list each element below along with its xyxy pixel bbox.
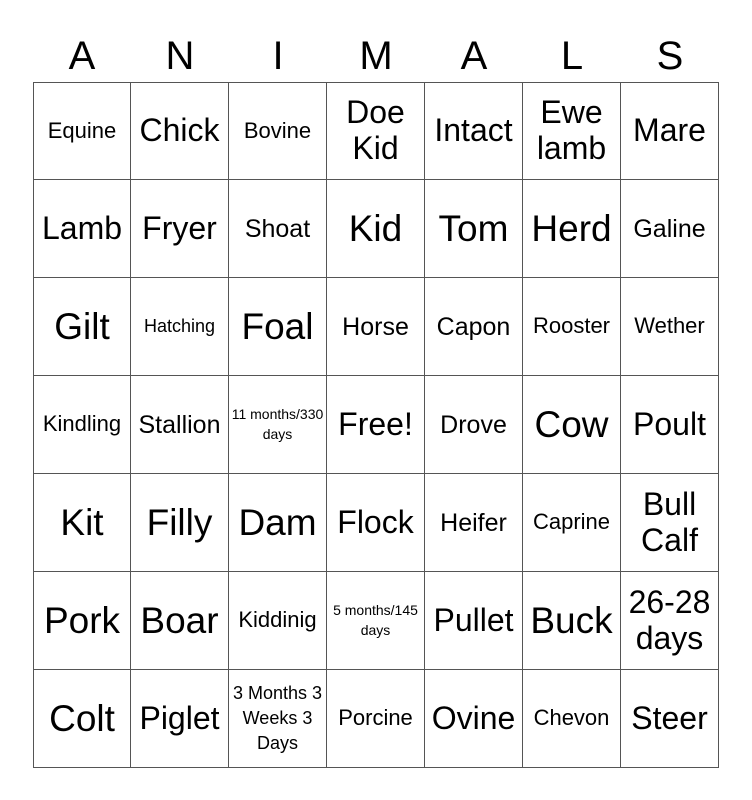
bingo-cell-capon[interactable]: Capon [425,278,523,376]
bingo-cell-colt[interactable]: Colt [33,670,131,768]
bingo-cell-piglet[interactable]: Piglet [131,670,229,768]
header-letter-m: M [359,34,393,78]
bingo-cell-hatching[interactable]: Hatching [131,278,229,376]
bingo-cell-pork[interactable]: Pork [33,572,131,670]
bingo-cell-wether[interactable]: Wether [621,278,719,376]
bingo-cell-equine[interactable]: Equine [33,82,131,180]
bingo-cell-kiddinig[interactable]: Kiddinig [229,572,327,670]
bingo-cell-kindling[interactable]: Kindling [33,376,131,474]
bingo-cell-intact[interactable]: Intact [425,82,523,180]
bingo-cell-bull-calf[interactable]: Bull Calf [621,474,719,572]
bingo-cell-cow[interactable]: Cow [523,376,621,474]
bingo-cell-kid[interactable]: Kid [327,180,425,278]
bingo-cell-ovine[interactable]: Ovine [425,670,523,768]
bingo-cell-filly[interactable]: Filly [131,474,229,572]
header-letter-a: A [68,34,96,78]
bingo-cell-gilt[interactable]: Gilt [33,278,131,376]
bingo-cell-dam[interactable]: Dam [229,474,327,572]
bingo-cell-chick[interactable]: Chick [131,82,229,180]
bingo-cell-steer[interactable]: Steer [621,670,719,768]
bingo-cell-boar[interactable]: Boar [131,572,229,670]
bingo-cell-horse[interactable]: Horse [327,278,425,376]
bingo-cell-caprine[interactable]: Caprine [523,474,621,572]
bingo-cell-drove[interactable]: Drove [425,376,523,474]
bingo-cell-kit[interactable]: Kit [33,474,131,572]
bingo-cell-ewe-lamb[interactable]: Ewe lamb [523,82,621,180]
bingo-cell-porcine[interactable]: Porcine [327,670,425,768]
bingo-board [33,82,719,768]
header-letter-a2: A [460,34,488,78]
bingo-cell-buck[interactable]: Buck [523,572,621,670]
bingo-cell-galine[interactable]: Galine [621,180,719,278]
header-letter-i: I [272,34,284,78]
header-letter-s: S [656,34,684,78]
header-letter-n: N [165,34,195,78]
bingo-cell-foal[interactable]: Foal [229,278,327,376]
bingo-cell-3-months[interactable]: 3 Months 3 Weeks 3 Days [229,670,327,768]
bingo-cell-stallion[interactable]: Stallion [131,376,229,474]
bingo-cell-flock[interactable]: Flock [327,474,425,572]
bingo-cell-bovine[interactable]: Bovine [229,82,327,180]
header-letter-l: L [560,34,584,78]
bingo-cell-tom[interactable]: Tom [425,180,523,278]
bingo-cell-fryer[interactable]: Fryer [131,180,229,278]
bingo-cell-chevon[interactable]: Chevon [523,670,621,768]
bingo-cell-poult[interactable]: Poult [621,376,719,474]
bingo-cell-rooster[interactable]: Rooster [523,278,621,376]
bingo-cell-lamb[interactable]: Lamb [33,180,131,278]
bingo-cell-5-months[interactable]: 5 months/145 days [327,572,425,670]
bingo-cell-doe-kid[interactable]: Doe Kid [327,82,425,180]
bingo-cell-free[interactable]: Free! [327,376,425,474]
bingo-cell-pullet[interactable]: Pullet [425,572,523,670]
bingo-cell-herd[interactable]: Herd [523,180,621,278]
bingo-cell-11-months[interactable]: 11 months/330 days [229,376,327,474]
bingo-header [33,30,719,82]
bingo-cell-mare[interactable]: Mare [621,82,719,180]
bingo-cell-heifer[interactable]: Heifer [425,474,523,572]
bingo-cell-shoat[interactable]: Shoat [229,180,327,278]
bingo-cell-26-28-days[interactable]: 26-28 days [621,572,719,670]
